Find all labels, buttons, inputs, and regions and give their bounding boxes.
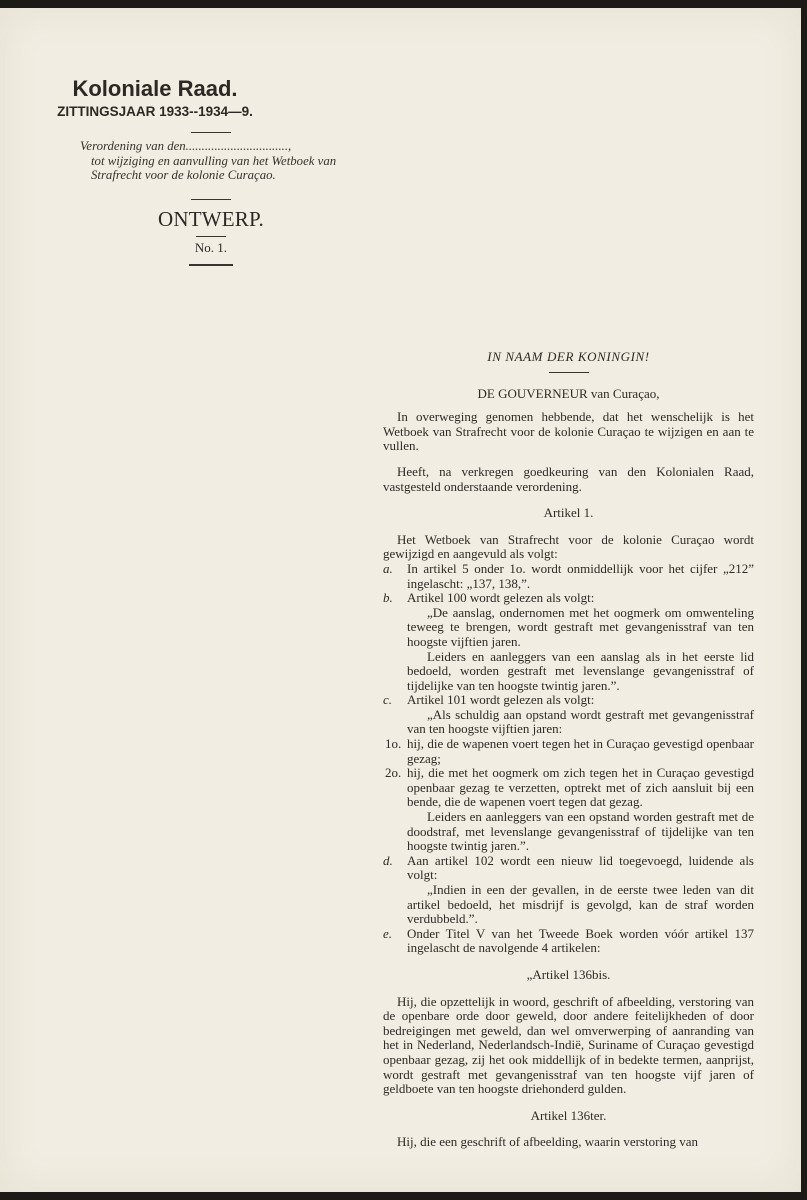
quoted-text: Leiders en aanleggers van een aanslag als in het eerste lid bedoeld, worden gestraft met levenslange gevangenisstraf of tijdelijke van ten hoogste twintig jaren.”. <box>407 648 754 693</box>
divider-rule <box>196 236 226 237</box>
sub-item <box>383 737 754 766</box>
item-marker: e. <box>383 925 393 941</box>
item-marker: a. <box>383 560 393 576</box>
list-item <box>383 591 754 606</box>
sub-item <box>383 766 754 810</box>
list-item <box>383 854 754 883</box>
invocation: IN NAAM DER KONINGIN! <box>487 349 650 364</box>
document-number: No. 1. <box>194 240 228 255</box>
divider-rule <box>191 199 231 200</box>
sub-item-text: hij, die met het oogmerk om zich tegen het in Curaçao gevestigd openbaar gezag te verzetten, optrekt met of zich aansluit bij een bende, die de wapenen voert tegen dat gezag. <box>407 765 754 810</box>
divider-rule <box>549 372 589 373</box>
article-136bis-heading: „Artikel 136bis. <box>526 966 611 982</box>
sub-item-marker: 2o. <box>385 765 402 781</box>
approval-paragraph: Heeft, na verkregen goedkeuring van den Kolonialen Raad, vastgesteld onderstaande verordening. <box>383 463 754 494</box>
article-1-intro: Het Wetboek van Strafrecht voor de kolonie Curaçao wordt gewijzigd en aangevuld als volgt: <box>383 531 754 562</box>
divider-rule <box>189 264 233 266</box>
ordinance-body <box>383 350 754 1150</box>
list-item <box>383 562 754 591</box>
session-year: ZITTINGSJAAR 1933--1934—9. <box>57 104 253 119</box>
divider-rule <box>191 132 231 133</box>
item-text: Aan artikel 102 wordt een nieuw lid toegevoegd, luidende als volgt: <box>407 852 754 883</box>
article-136ter-text: Hij, die een geschrift of afbeelding, waarin verstoring van <box>397 1134 699 1150</box>
item-text: Artikel 101 wordt gelezen als volgt: <box>407 692 595 708</box>
list-item <box>383 693 754 708</box>
sub-item-text: hij, die de wapenen voert tegen het in Curaçao gevestigd openbaar gezag; <box>407 736 754 766</box>
item-marker: d. <box>383 852 393 868</box>
considering-paragraph: In overweging genomen hebbende, dat het wenschelijk is het Wetboek van Strafrecht voor de kolonie Curaçao te wijzigen en aan te vullen. <box>383 409 754 454</box>
article-136ter-heading: Artikel 136ter. <box>530 1107 607 1123</box>
sub-item-marker: 1o. <box>385 736 402 752</box>
article-136bis-text: Hij, die opzettelijk in woord, geschrift of afbeelding, verstoring van de openbare orde door geweld, door andere feitelijkheden of door bedreigingen met geweld, dan wel omverwerping of aanranding van het in Nederland, Nederlandsch-Indië, Suriname of Curaçao gevestigd openbaar gezag, zij het ook middellijk of in bedekte termen, aanprijst, wordt gestraft met gevangenisstraf van ten hoogste vijf jaren of geldboete van ten hoogste driehonderd gulden. <box>383 993 754 1097</box>
quoted-text: „De aanslag, ondernomen met het oogmerk om omwenteling teweeg te brengen, wordt gestraft met gevangenisstraf van ten hoogste vijftien jaren. <box>407 604 754 649</box>
item-text: Artikel 100 wordt gelezen als volgt: <box>407 590 595 606</box>
quoted-text: „Indien in een der gevallen, in de eerste twee leden van dit artikel bedoeld, het misdrijf is gevolgd, kan de straf worden verdubbeld.”. <box>407 882 754 927</box>
quoted-text: „Als schuldig aan opstand wordt gestraft met gevangenisstraf van ten hoogste vijftien jaren: <box>407 706 754 737</box>
list-item <box>383 927 754 956</box>
document-title: Koloniale Raad. <box>72 76 238 101</box>
ordinance-description-rest: tot wijziging en aanvulling van het Wetboek van Strafrecht voor de kolonie Curaçao. <box>91 153 337 183</box>
article-1-heading: Artikel 1. <box>543 505 594 521</box>
quoted-text: Leiders en aanleggers van een opstand worden gestraft met de doodstraf, met levenslange gevangenisstraf of tijdelijke van ten hoogste twintig jaren.”. <box>407 809 754 854</box>
document-page <box>0 8 801 1192</box>
governor-line: DE GOUVERNEUR van Curaçao, <box>477 385 660 401</box>
draft-label: ONTWERP. <box>157 207 264 231</box>
ordinance-description-line1: Verordening van den................................, <box>80 139 292 153</box>
item-marker: c. <box>383 692 393 708</box>
item-text: Onder Titel V van het Tweede Boek worden vóór artikel 137 ingelascht de navolgende 4 artikelen: <box>407 925 754 956</box>
item-marker: b. <box>383 590 393 606</box>
ordinance-description <box>80 139 342 183</box>
item-text: In artikel 5 onder 1o. wordt onmiddellijk voor het cijfer „212” ingelascht: „137, 138,”. <box>407 560 754 591</box>
